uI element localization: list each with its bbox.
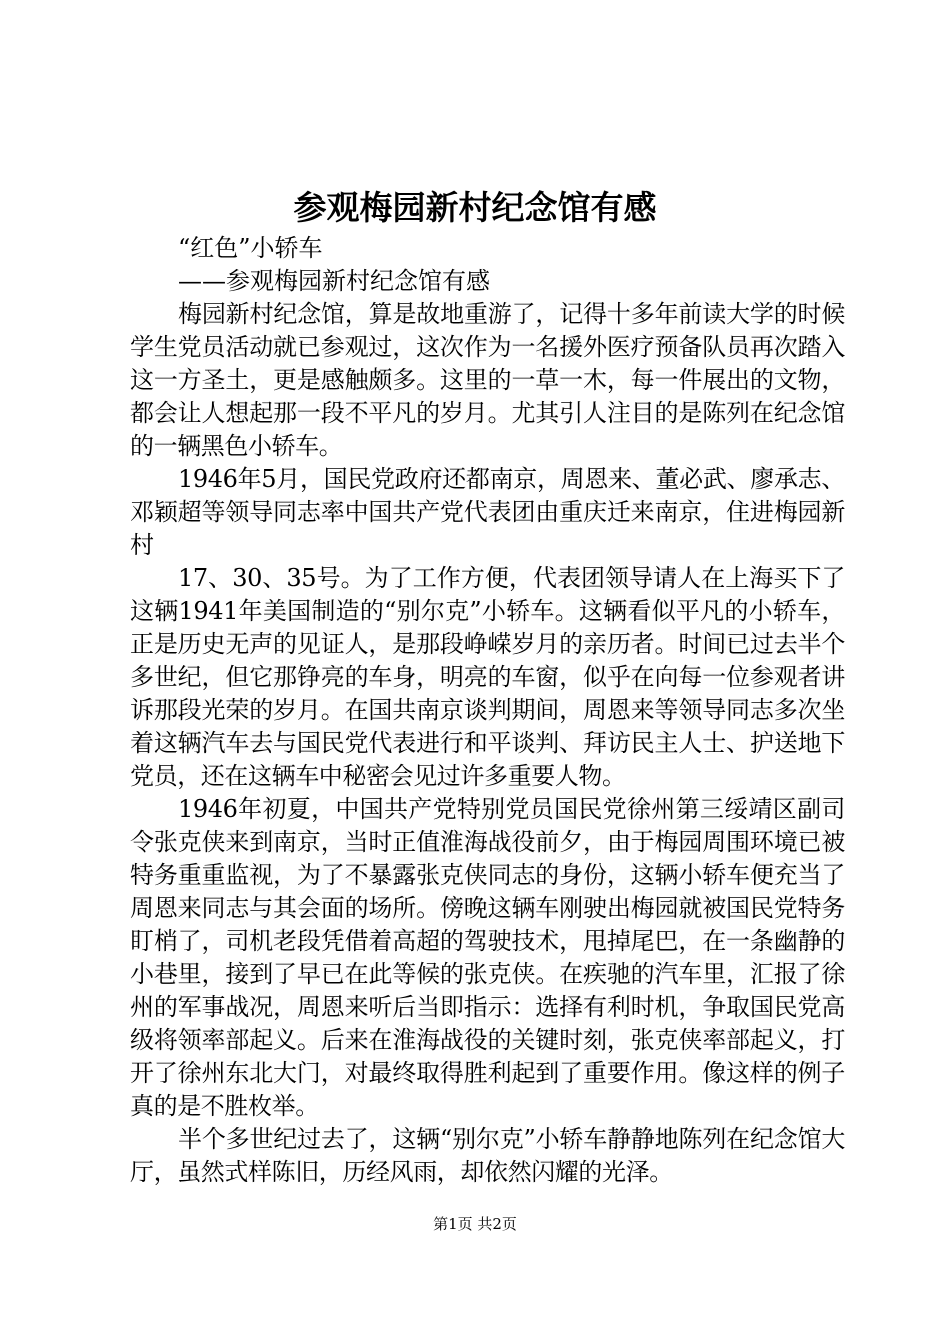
page-number-footer: 第1页 共2页: [433, 1215, 517, 1233]
paragraph: 1946年初夏，中国共产党特别党员国民党徐州第三绥靖区副司令张克侠来到南京，当时正值淮海战役前夕，由于梅园周围环境已被特务重重监视，为了不暴露张克侠同志的身份，这辆小轿车便充当了周恩来同志与其会面的场所。傍晚这辆车刚驶出梅园就被国民党特务盯梢了，司机老段凭借着高超的驾驶技术，甩掉尾巴，在一条幽静的小巷里，接到了早已在此等候的张克侠。在疾驰的汽车里，汇报了徐州的军事战况，周恩来听后当即指示：选择有利时机，争取国民党高级将领率部起义。后来在淮海战役的关键时刻，张克侠率部起义，打开了徐州东北大门，对最终取得胜利起到了重要作用。像这样的例子真的是不胜枚举。: [130, 795, 845, 1120]
paragraph: 1946年5月，国民党政府还都南京，周恩来、董必武、廖承志、邓颖超等领导同志率中国共产党代表团由重庆迁来南京，住进梅园新村: [130, 465, 845, 559]
paragraph: 半个多世纪过去了，这辆“别尔克”小轿车静静地陈列在纪念馆大厅，虽然式样陈旧，历经风雨，却依然闪耀的光泽。: [130, 1125, 845, 1186]
paragraph: 17、30、35号。为了工作方便，代表团领导请人在上海买下了这辆1941年美国制造的“别尔克”小轿车。这辆看似平凡的小轿车，正是历史无声的见证人，是那段峥嵘岁月的亲历者。时间已过去半个多世纪，但它那铮亮的车身，明亮的车窗，似乎在向每一位参观者讲诉那段光荣的岁月。在国共南京谈判期间，周恩来等领导同志多次坐着这辆汽车去与国民党代表进行和平谈判、拜访民主人士、护送地下党员，还在这辆车中秘密会见过许多重要人物。: [130, 564, 845, 790]
paragraph-subheading: ——参观梅园新村纪念馆有感: [178, 267, 490, 295]
paragraph-subtitle: “红色”小轿车: [178, 234, 323, 262]
paragraph: 梅园新村纪念馆，算是故地重游了，记得十多年前读大学的时候学生党员活动就已参观过，这次作为一名援外医疗预备队员再次踏入这一方圣土，更是感触颇多。这里的一草一木，每一件展出的文物，都会让人想起那一段不平凡的岁月。尤其引人注目的是陈列在纪念馆的一辆黑色小轿车。: [130, 300, 845, 460]
document-title: 参观梅园新村纪念馆有感: [293, 188, 657, 227]
document-body: [130, 232, 845, 1189]
